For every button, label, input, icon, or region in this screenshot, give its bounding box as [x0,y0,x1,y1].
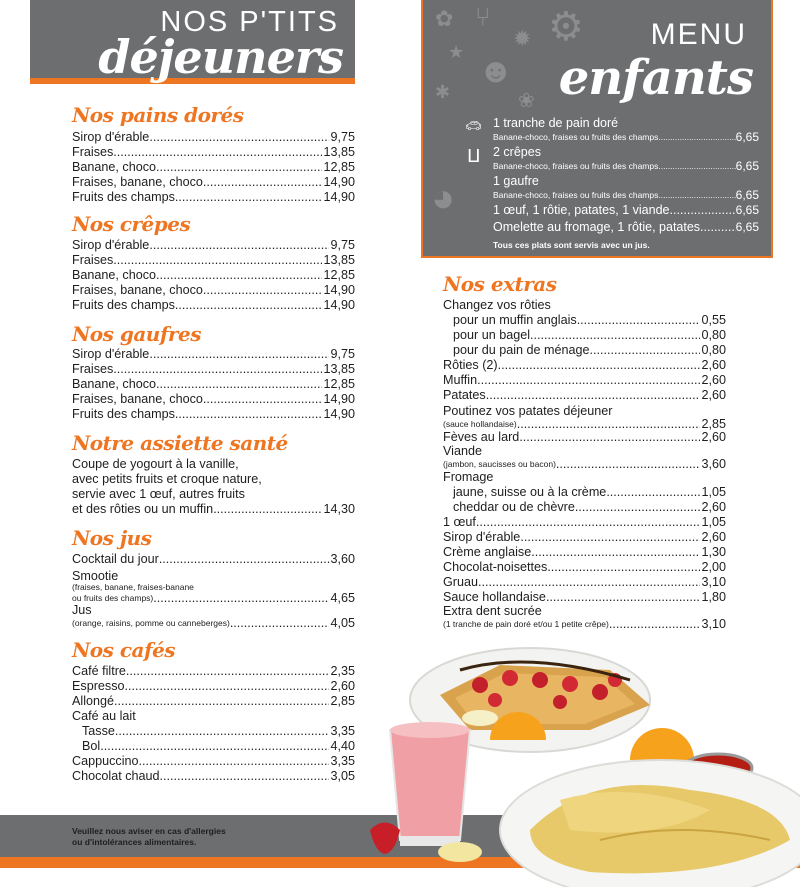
kids-menu-line2: enfants [558,50,753,106]
list-item: Fraises ..... 13,85 [72,145,355,160]
car-icon: 🚗︎ [465,118,482,133]
crepes-list [72,238,355,313]
breakfast-header [30,0,355,84]
list-item: 1 œuf, 1 rôtie, patates, 1 viande ..... 6,65 [493,203,759,218]
list-item: Patates ..... 2,60 [443,388,726,403]
fork-icon: ⑂ [475,2,491,32]
jus-list: Cocktail du jour ..... 3,60 Smootie (fraises, banane, fraises-banane ou fruits des champs) ..... 4,65 Jus (orange, raisins, pomme ou canneberges) ..... 4,05 [72,552,355,629]
flower-icon: ❀ [518,90,535,112]
robot-icon: ⚙ [548,5,584,49]
list-item: Allongé ..... 2,85 [72,694,355,709]
gaufres-list [72,347,355,422]
list-item: Fraises, banane, choco ..... 14,90 [72,283,355,298]
kids-menu-box [421,0,773,258]
list-item: Banane, choco ..... 12,85 [72,268,355,283]
list-item: (1 tranche de pain doré et/ou 1 petite crêpe) ..... 3,10 [443,618,726,630]
list-item: Banane, choco ..... 12,85 [72,160,355,175]
list-item: Fruits des champs ..... 14,90 [72,407,355,422]
list-item: Omelette au fromage, 1 rôtie, patates. ..... 6,65 [493,220,759,235]
list-item: Tasse ..... 3,35 [72,724,355,739]
list-item: cheddar ou de chèvre ..... 2,60 [443,500,726,515]
header-line1: NOS P'TITS [160,6,339,38]
list-item: Sirop d'érable ..... 9,75 [72,130,355,145]
section-title-sante: Notre assiette santé [72,431,288,455]
list-item: 1 tranche de pain doré Banane-choco, fraises ou fruits des champs ..... 6,65 [493,116,759,143]
list-item: 1 œuf ..... 1,05 [443,515,726,530]
section-title-crepes: Nos crêpes [72,212,191,236]
list-item: Sirop d'érable ..... 9,75 [72,347,355,362]
list-item: Cocktail du jour ..... 3,60 [72,552,355,567]
duck-icon: ◕ [431,176,456,220]
kids-menu-list [493,116,759,237]
allergy-note: Veuillez nous aviser en cas d'allergies ou d'intolérances alimentaires. [72,826,226,847]
list-item: Cappuccino ..... 3,35 [72,754,355,769]
list-item: Sauce hollandaise ..... 1,80 [443,590,726,605]
bunny-icon: ⵡ [467,146,481,166]
list-item: jaune, suisse ou à la crème ..... 1,05 [443,485,726,500]
list-item: (sauce hollandaise) ..... 2,85 [443,418,726,430]
list-item: 2 crêpes Banane-choco, fraises ou fruits des champs ..... 6,65 [493,145,759,172]
list-item: Fraises, banane, choco ..... 14,90 [72,175,355,190]
list-item: Gruau ..... 3,10 [443,575,726,590]
list-item: Banane, choco ..... 12,85 [72,377,355,392]
list-item: pour un muffin anglais ..... 0,55 [443,313,726,328]
cafes-list: Café filtre ..... 2,35 Espresso ..... 2,60 Allongé ..... 2,85 Café au lait Tasse ..... 3,35 Bol ..... 4,40 Cappuccino ..... 3,35 Chocolat chaud ..... 3,05 [72,664,355,784]
list-item: pour du pain de ménage ..... 0,80 [443,343,726,358]
section-title-cafes: Nos cafés [72,638,176,662]
kids-menu-note: Tous ces plats sont servis avec un jus. [493,240,650,250]
section-title-jus: Nos jus [72,526,152,550]
list-item: Fraises, banane, choco ..... 14,90 [72,392,355,407]
section-title-pains-dores: Nos pains dorés [72,103,244,127]
list-item: ou fruits des champs) ..... 4,65 [72,592,355,604]
list-item: Crème anglaise ..... 1,30 [443,545,726,560]
list-item: Chocolat chaud ..... 3,05 [72,769,355,784]
list-item: Fruits des champs ..... 14,90 [72,190,355,205]
list-item: Bol ..... 4,40 [72,739,355,754]
frog-icon: ☻ [478,52,514,90]
kids-menu-line1: MENU [650,18,747,51]
list-item: 1 gaufre Banane-choco, fraises ou fruits des champs ..... 6,65 [493,174,759,201]
extras-list: Changez vos rôties pour un muffin anglais ..... 0,55 pour un bagel ..... 0,80 pour du pain de ménage ..... 0,80 Rôties (2) ..... 2,60 Muffin ..... 2,60 Patates ..... 2,60 Poutinez vos patates déjeuner (sauce hollandaise) ..... 2,85 Fèves au lard ..... 2,60 Viande (jambon, saucisses ou bacon) ..... 3,60 Fromage jaune, suisse ou à la crème ..... 1,05 cheddar ou de chèvre ..... 2,60 1 œuf ..... 1,05 Sirop d'érable ..... 2,60 Crème anglaise ..... 1,30 Chocolat-noisettes ..... 2,00 Gruau ..... 3,10 Sauce hollandaise ..... 1,80 Extra dent sucrée (1 tranche de pain doré et/ou 1 petite crêpe) ..... 3,10 [443,298,726,630]
strawberry-icon: ✿ [435,6,454,31]
list-item: Café filtre ..... 2,35 [72,664,355,679]
breakfast-food-photo [360,640,800,887]
list-item: Fèves au lard ..... 2,60 [443,430,726,445]
list-item: Fraises ..... 13,85 [72,253,355,268]
list-item: Sirop d'érable ..... 9,75 [72,238,355,253]
list-item: Espresso ..... 2,60 [72,679,355,694]
list-item: Rôties (2) ..... 2,60 [443,358,726,373]
list-item: pour un bagel ..... 0,80 [443,328,726,343]
list-item: Sirop d'érable ..... 2,60 [443,530,726,545]
list-item: (orange, raisins, pomme ou canneberges) ..... 4,05 [72,617,355,629]
section-title-gaufres: Nos gaufres [72,322,201,346]
star-icon: ★ [448,42,465,62]
list-item: (jambon, saucisses ou bacon) ..... 3,60 [443,458,726,470]
bug-icon: ✱ [435,82,451,102]
list-item: Fraises ..... 13,85 [72,362,355,377]
section-title-extras: Nos extras [443,272,557,296]
list-item: Chocolat-noisettes ..... 2,00 [443,560,726,575]
header-line2: déjeuners [98,30,343,84]
sante-description: Coupe de yogourt à la vanille, avec petits fruits et croque nature, servie avec 1 œuf, autres fruits et des rôties ou un muffin ..... 14,30 [72,457,355,517]
list-item: Fruits des champs ..... 14,90 [72,298,355,313]
list-item: Muffin ..... 2,60 [443,373,726,388]
gear-icon: ✹ [513,26,532,51]
pains-dores-list [72,130,355,205]
list-item: et des rôties ou un muffin ..... 14,30 [72,502,355,517]
